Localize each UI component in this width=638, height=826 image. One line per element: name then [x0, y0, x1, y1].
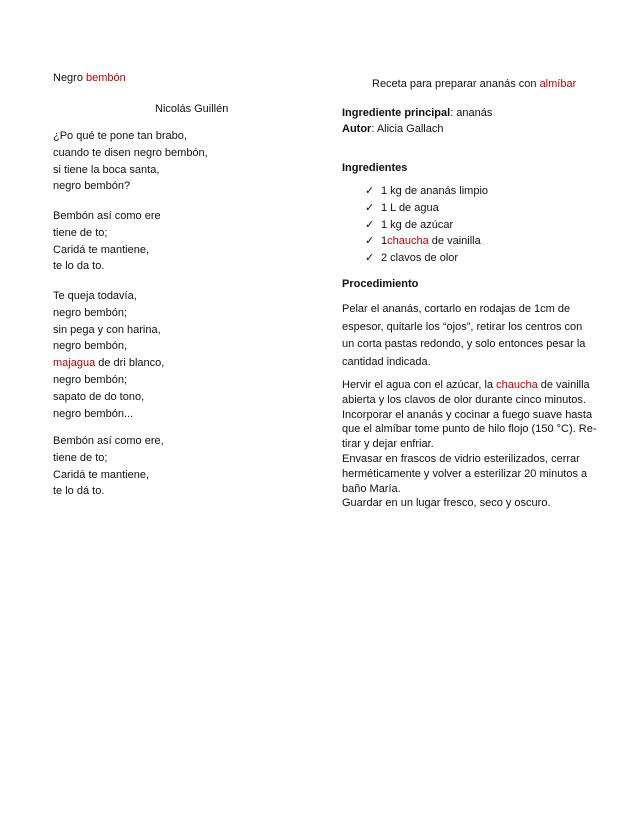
- procedure-paragraph-2: [342, 378, 597, 511]
- step-text: de vainilla abierta y los clavos de olor durante cinco minutos. Incorporar el ananás y cocinar a fuego suave hasta que el almíbar tome punto de hilo flojo (150 °C). Re-tirar y dejar enfriar.: [342, 379, 597, 451]
- poem-line: negro bembón...: [53, 407, 134, 420]
- ingredient-text: 2 clavos de olor: [381, 252, 459, 265]
- poem-author: Nicolás Guillén: [155, 103, 229, 115]
- poem-title-red: bembón: [86, 72, 126, 84]
- poem-red-word: majagua: [53, 357, 96, 370]
- procedure-paragraph-1: Pelar el ananás, cortarlo en rodajas de 1cm de espesor, quitarle los “ojos”, retirar los centros con un corta pastas redondo, y solo entonces pesar la cantidad indicada.: [342, 303, 586, 368]
- list-item: [365, 233, 488, 250]
- procedure-heading: Procedimiento: [342, 278, 419, 290]
- procedure-step: [342, 378, 597, 452]
- poem-stanza-2: [53, 208, 161, 275]
- ingredients-list: [365, 183, 488, 267]
- poem-line-rest: de dri blanco,: [98, 357, 165, 370]
- main-ingredient-row: [342, 105, 492, 121]
- poem-line: Bembón así como ere: [53, 210, 161, 222]
- ingredient-text: 1 kg de ananás limpio: [381, 185, 489, 197]
- list-item: [365, 217, 488, 234]
- ingredient-text: 1 kg de azúcar: [381, 218, 454, 231]
- poem-line: Caridá te mantiene,: [53, 243, 149, 256]
- recipe-title-red: almíbar: [539, 78, 577, 90]
- poem-stanza-3: [53, 288, 164, 422]
- poem-line: Bembón así como ere,: [53, 435, 164, 447]
- recipe-meta: [342, 105, 492, 137]
- poem-line: negro bembón?: [53, 180, 131, 193]
- author-row: [342, 121, 492, 137]
- ingredient-text: de vainilla: [431, 235, 481, 248]
- poem-line: cuando te disen negro bembón,: [53, 146, 208, 159]
- poem-line: ¿Po qué te pone tan brabo,: [53, 130, 187, 142]
- poem-line: negro bembón,: [53, 340, 127, 353]
- poem-line: negro bembón;: [53, 373, 127, 386]
- procedure-step: Guardar en un lugar fresco, seco y oscuro.: [342, 497, 551, 510]
- list-item: [365, 183, 488, 200]
- list-item: [365, 250, 488, 267]
- main-ingredient-value: : ananás: [450, 107, 493, 119]
- step-text: Hervir el agua con el azúcar, la: [342, 379, 497, 391]
- main-ingredient-label: Ingrediente principal: [342, 107, 451, 119]
- author-value: : Alicia Gallach: [371, 123, 444, 135]
- poem-line: Caridá te mantiene,: [53, 468, 149, 481]
- poem-line: te lo dá to.: [53, 485, 105, 498]
- check-icon: ✓: [365, 218, 375, 231]
- check-icon: ✓: [365, 201, 375, 214]
- poem-line: tiene de to;: [53, 451, 108, 464]
- poem-line: negro bembón;: [53, 306, 127, 319]
- poem-line: sin pega y con harina,: [53, 323, 161, 336]
- ingredients-heading: Ingredientes: [342, 162, 408, 174]
- poem-title: [53, 70, 126, 86]
- check-icon: ✓: [365, 252, 375, 265]
- ingredient-prefix: 1: [381, 235, 388, 248]
- poem-line: Te queja todavía,: [53, 290, 137, 302]
- poem-title-text: Negro: [53, 72, 87, 84]
- poem-line: sapato de do tono,: [53, 390, 145, 403]
- list-item: [365, 200, 488, 217]
- poem-stanza-5: [53, 433, 164, 500]
- procedure-step: Envasar en frascos de vidrio esterilizados, cerrar herméticamente y volver a esterilizar 20 minutos a baño María.: [342, 452, 588, 495]
- poem-line: tiene de to;: [53, 226, 108, 239]
- check-icon: ✓: [365, 235, 375, 248]
- poem-line-majagua: [53, 355, 164, 372]
- poem-line: te lo da to.: [53, 260, 105, 273]
- recipe-title-text: Receta para preparar ananás con: [372, 78, 540, 90]
- ingredient-red-word: chaucha: [387, 235, 429, 248]
- poem-stanza-1: [53, 128, 208, 195]
- author-label: Autor: [342, 123, 372, 135]
- poem-line: si tiene la boca santa,: [53, 163, 160, 176]
- recipe-title: [372, 76, 576, 92]
- ingredient-text: 1 L de agua: [381, 201, 439, 214]
- check-icon: ✓: [365, 185, 375, 197]
- step-red-word: chaucha: [496, 379, 538, 391]
